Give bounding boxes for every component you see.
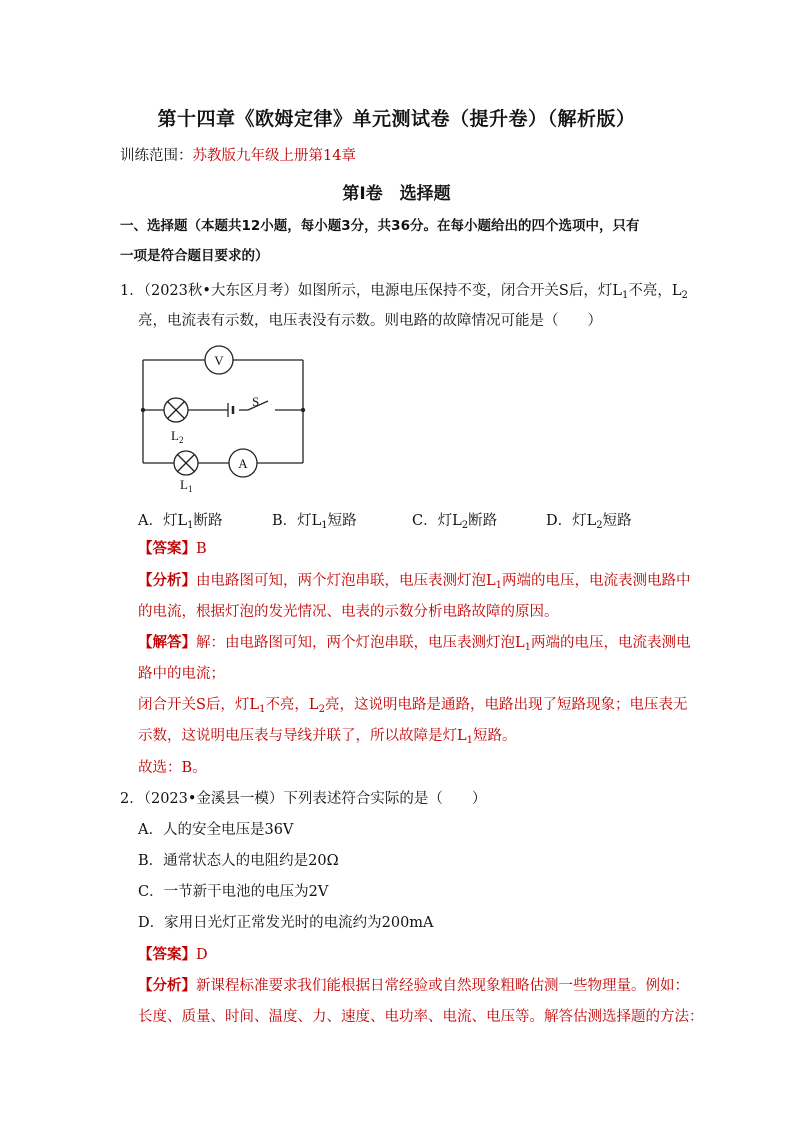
voltmeter-icon — [205, 346, 233, 374]
ammeter-icon — [229, 449, 257, 477]
training-range-label: 训练范围： — [120, 148, 193, 164]
training-range — [120, 146, 356, 166]
q2-option-d[interactable]: D．家用日光灯正常发光时的电流约为200mA — [138, 915, 434, 931]
q2-answer: 【答案】D — [138, 946, 208, 963]
q2-analysis-line2: 长度、质量、时间、温度、力、速度、电功率、电流、电压等。解答估测选择题的方法： — [138, 1009, 704, 1025]
q1-option-d[interactable]: D．灯$L_2$短路 — [546, 513, 632, 531]
lamp-l1-icon — [174, 451, 198, 475]
section-title: 第Ⅰ卷 选择题 — [342, 184, 451, 204]
lamp-l1-label: $L_1$ — [180, 477, 193, 494]
q1-solution-line4: 示数，这说明电压表与导线并联了，所以故障是灯$L_1$短路。 — [138, 728, 517, 746]
q1-solution-line3: 闭合开关S后，灯$L_1$不亮，$L_2$亮，这说明电路是通路，电路出现了短路现象；电压表无 — [138, 697, 688, 715]
q1-conclusion: 故选：B。 — [138, 760, 207, 776]
q1-solution-line1: 【解答】解：由电路图可知，两个灯泡串联，电压表测灯泡$L_1$两端的电压，电流表测电 — [138, 634, 691, 653]
junction-dot — [301, 408, 305, 412]
q1-stem-line1: 1．（2023秋•大东区月考）如图所示，电源电压保持不变，闭合开关S后，灯$L_1$不亮，$L_2$ — [120, 283, 688, 301]
q2-analysis-line1: 【分析】新课程标准要求我们能根据日常经验或自然现象粗略估测一些物理量。例如： — [138, 977, 689, 994]
switch-label: S — [252, 394, 260, 409]
q2-option-c[interactable]: C．一节新干电池的电压为2V — [138, 884, 329, 900]
q1-option-b[interactable]: B．灯$L_1$短路 — [272, 513, 357, 531]
lamp-l2-label: $L_2$ — [171, 428, 184, 445]
document-title: 第十四章《欧姆定律》单元测试卷（提升卷）（解析版） — [157, 108, 636, 130]
circuit-diagram — [130, 343, 320, 495]
q2-option-a[interactable]: A．人的安全电压是36V — [138, 822, 294, 838]
voltmeter-label: V — [214, 353, 224, 368]
q1-analysis-line2: 的电流，根据灯泡的发光情况、电表的示数分析电路故障的原因。 — [138, 604, 559, 620]
lamp-l2-icon — [164, 398, 188, 422]
training-range-value: 苏教版九年级上册第14章 — [192, 148, 356, 164]
q1-stem-line2: 亮，电流表有示数，电压表没有示数。则电路的故障情况可能是（ ） — [138, 313, 602, 329]
junction-dot — [141, 408, 145, 412]
part1-instructions-line1: 一、选择题（本题共12小题，每小题3分，共36分。在每小题给出的四个选项中，只有 — [120, 218, 640, 234]
q1-solution-line2: 路中的电流； — [138, 666, 225, 682]
ammeter-label: A — [238, 456, 248, 471]
q2-stem: 2．（2023•金溪县一模）下列表述符合实际的是（ ） — [120, 791, 487, 807]
q2-option-b[interactable]: B．通常状态人的电阻约是20Ω — [138, 853, 339, 869]
part1-instructions-line2: 一项是符合题目要求的） — [120, 248, 269, 264]
q1-answer: 【答案】B — [138, 540, 207, 557]
q1-option-a[interactable]: A．灯$L_1$断路 — [138, 513, 223, 531]
q1-option-c[interactable]: C．灯$L_2$断路 — [412, 513, 498, 531]
q1-analysis-line1: 【分析】由电路图可知，两个灯泡串联，电压表测灯泡$L_1$两端的电压，电流表测电路中 — [138, 572, 691, 591]
